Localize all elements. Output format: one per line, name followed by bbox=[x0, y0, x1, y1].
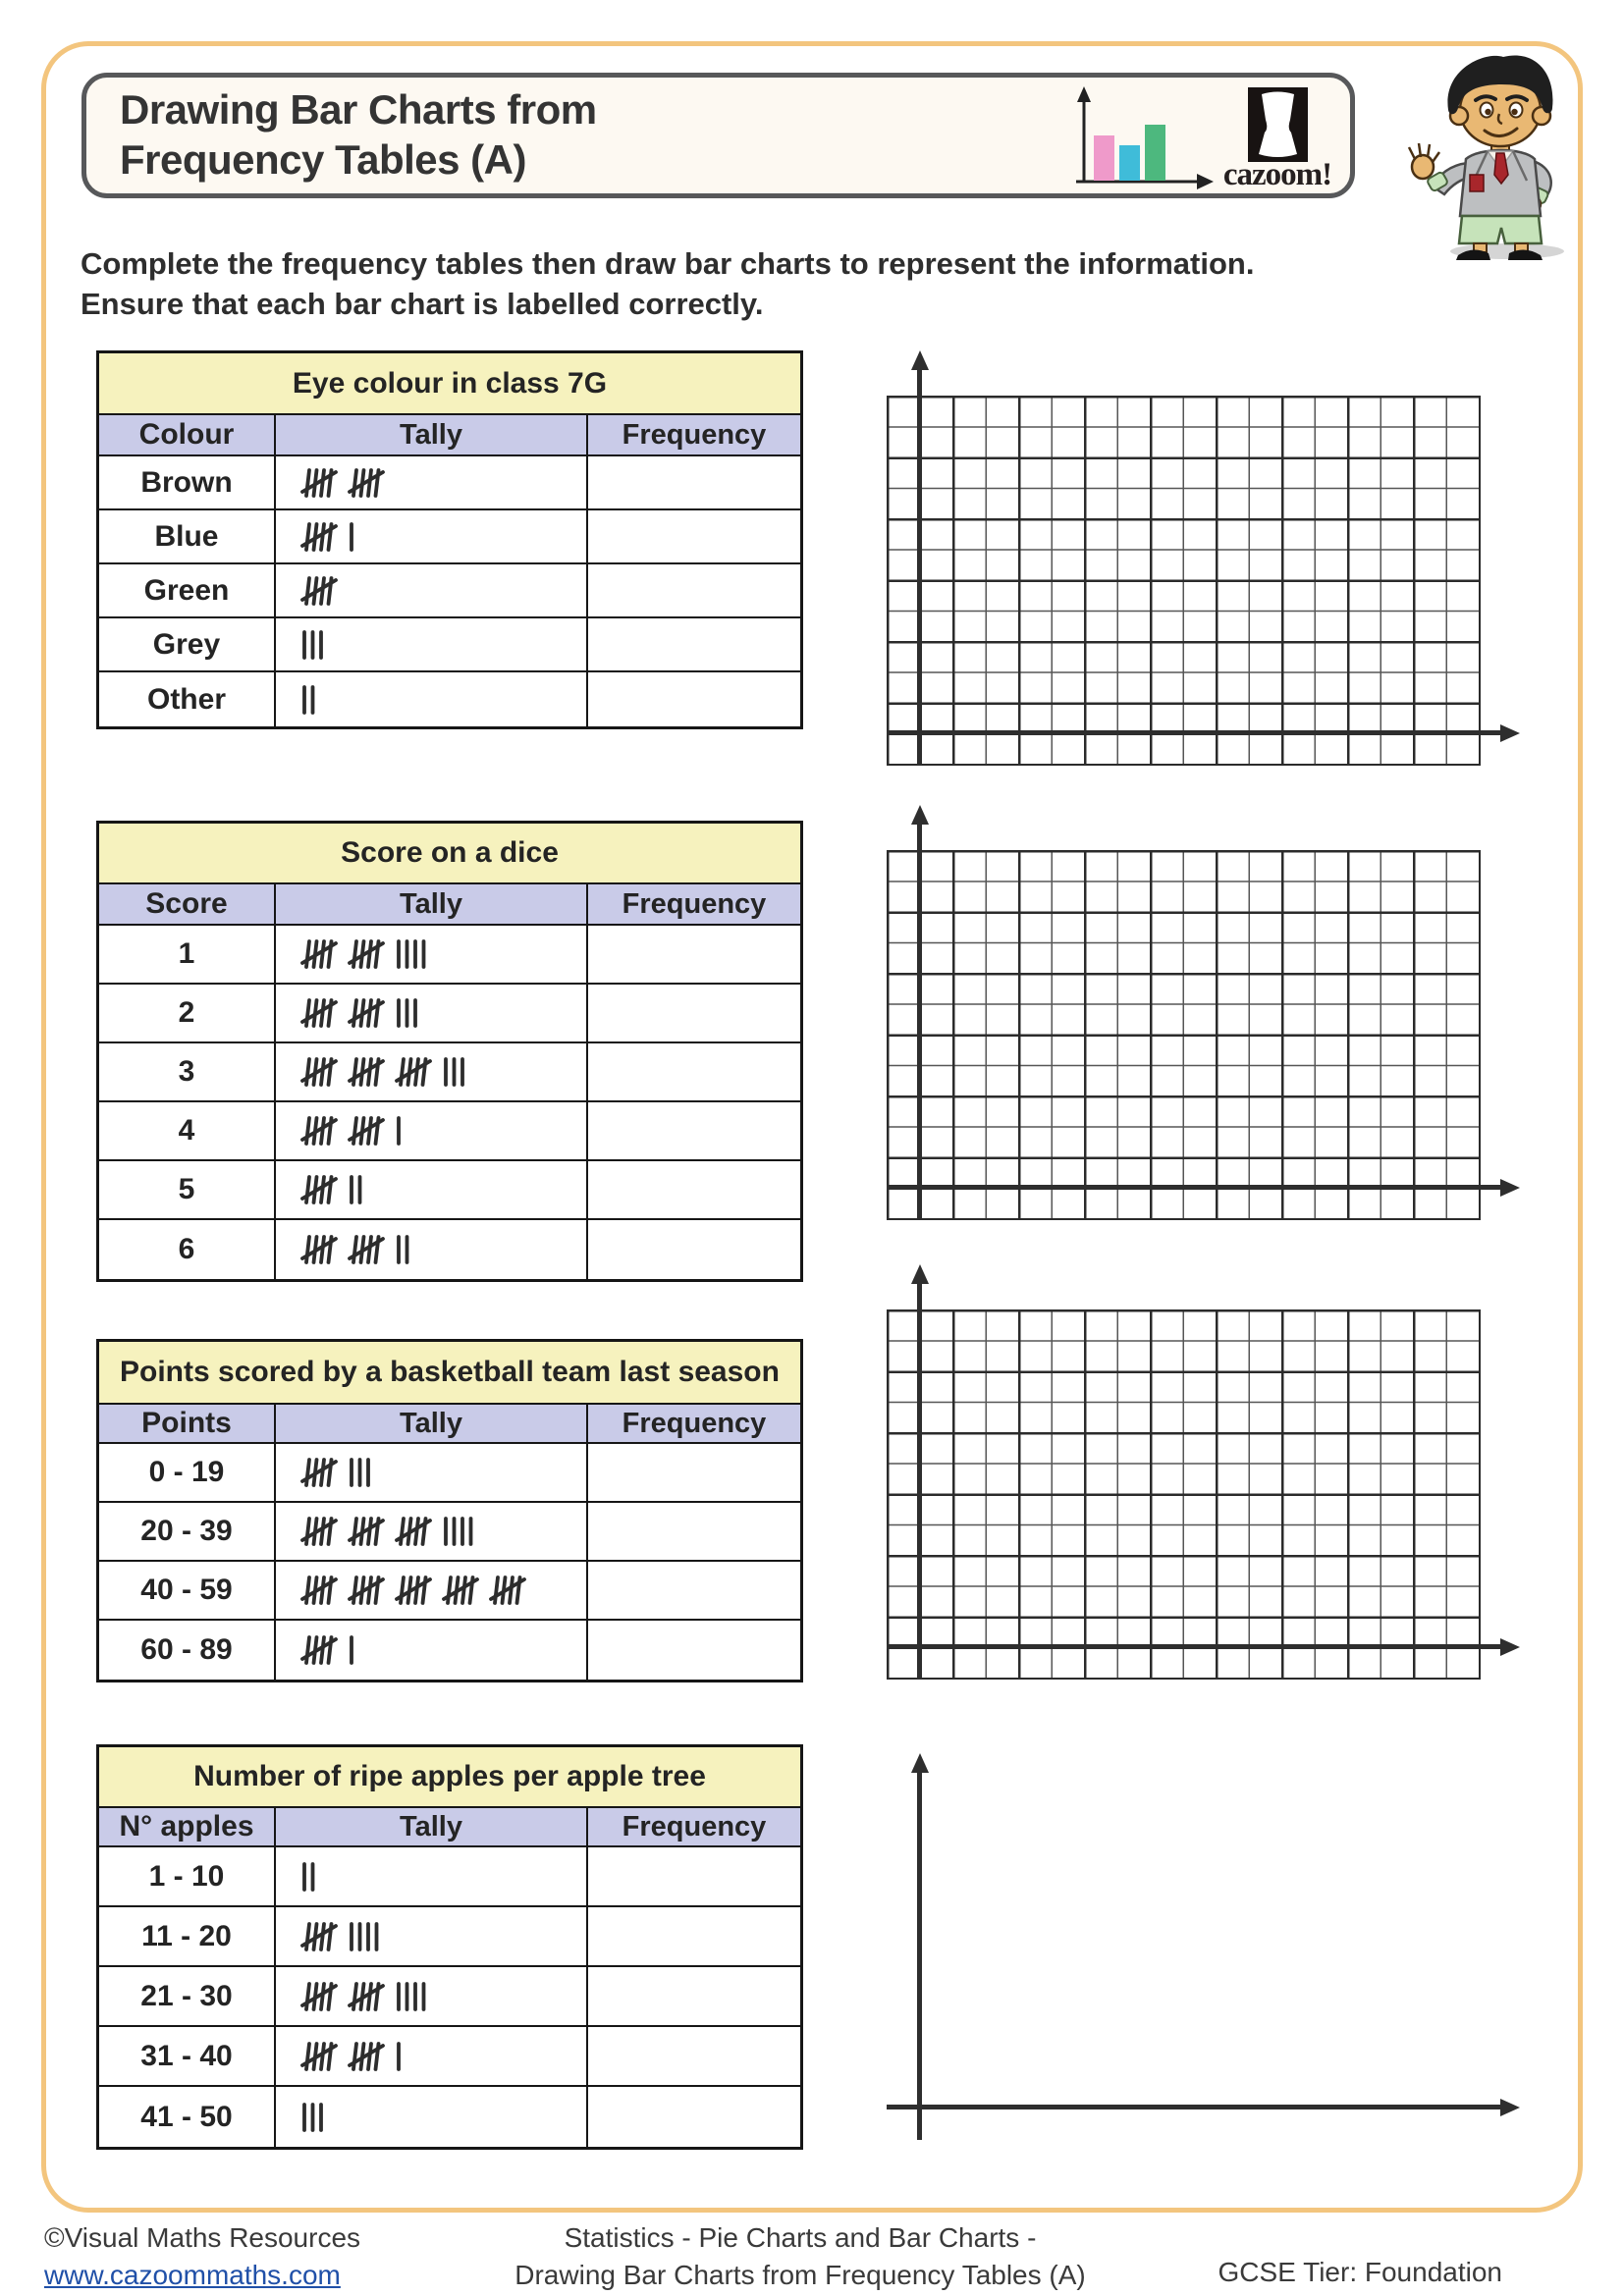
x-axis-1 bbox=[887, 730, 1502, 735]
frequency-table-basketball-points bbox=[96, 1339, 803, 1682]
row-label: 31 - 40 bbox=[140, 2039, 233, 2072]
row-label: Blue bbox=[154, 519, 219, 553]
footer-copyright: ©Visual Maths Resources bbox=[44, 2222, 361, 2253]
instructions-line2: Ensure that each bar chart is labelled correctly. bbox=[81, 287, 764, 321]
tally-cell bbox=[274, 1562, 586, 1619]
tally-cell bbox=[274, 1444, 586, 1501]
frequency-cell bbox=[586, 1043, 800, 1100]
frequency-cell bbox=[586, 672, 800, 726]
tally-marks bbox=[299, 937, 444, 971]
footer-topic-line2: Drawing Bar Charts from Frequency Tables (A) bbox=[514, 2260, 1086, 2290]
table-row bbox=[99, 510, 800, 564]
footer-website-link[interactable]: www.cazoommaths.com bbox=[44, 2260, 341, 2290]
frequency-cell bbox=[586, 1907, 800, 1965]
frequency-cell bbox=[586, 1562, 800, 1619]
frequency-cell bbox=[586, 2087, 800, 2147]
table-row bbox=[99, 1220, 800, 1279]
column-header-tally: Tally bbox=[274, 884, 586, 924]
tally-marks bbox=[299, 1114, 419, 1148]
table-row bbox=[99, 985, 800, 1043]
table-row bbox=[99, 456, 800, 510]
tally-marks bbox=[299, 683, 333, 717]
instructions-line1: Complete the frequency tables then draw bar charts to represent the information. bbox=[81, 246, 1255, 281]
tally-cell bbox=[274, 1621, 586, 1680]
tally-cell bbox=[274, 1967, 586, 2025]
tally-marks bbox=[299, 2101, 342, 2134]
x-axis-4 bbox=[887, 2105, 1502, 2109]
table-title: Number of ripe apples per apple tree bbox=[99, 1747, 800, 1808]
tally-marks bbox=[299, 520, 372, 554]
tally-marks bbox=[299, 1456, 389, 1489]
x-axis-2 bbox=[887, 1185, 1502, 1190]
table-row bbox=[99, 1102, 800, 1161]
row-label: 6 bbox=[178, 1233, 195, 1265]
row-label: 60 - 89 bbox=[140, 1633, 233, 1666]
y-axis-3 bbox=[917, 1283, 922, 1678]
tally-cell bbox=[274, 564, 586, 616]
column-header-tally: Tally bbox=[274, 1808, 586, 1845]
table-row bbox=[99, 618, 800, 672]
row-label: 1 - 10 bbox=[148, 1859, 225, 1893]
tally-marks bbox=[299, 1233, 427, 1266]
column-header-frequency: Frequency bbox=[586, 415, 800, 454]
bar-chart-grid-1 bbox=[887, 396, 1481, 766]
tally-cell bbox=[274, 1043, 586, 1100]
frequency-cell bbox=[586, 1847, 800, 1905]
row-label: 41 - 50 bbox=[140, 2100, 233, 2133]
footer-tier: GCSE Tier: Foundation bbox=[1218, 2257, 1502, 2287]
page-title bbox=[120, 84, 597, 185]
table-row bbox=[99, 926, 800, 985]
table-header-row bbox=[99, 415, 800, 456]
row-label: 4 bbox=[178, 1114, 195, 1147]
column-header-label: N° apples bbox=[119, 1810, 254, 1842]
row-label: 5 bbox=[178, 1173, 195, 1205]
table-row bbox=[99, 2027, 800, 2087]
frequency-cell bbox=[586, 926, 800, 983]
x-axis-3 bbox=[887, 1644, 1502, 1649]
x-axis-arrow-2 bbox=[1500, 1179, 1520, 1197]
y-axis-arrow-2 bbox=[911, 805, 929, 825]
table-row bbox=[99, 1562, 800, 1621]
tally-marks bbox=[299, 996, 436, 1030]
frequency-cell bbox=[586, 1102, 800, 1159]
tally-cell bbox=[274, 1847, 586, 1905]
table-header-row bbox=[99, 1405, 800, 1444]
frequency-cell bbox=[586, 2027, 800, 2085]
frequency-cell bbox=[586, 1220, 800, 1279]
row-label: Brown bbox=[140, 465, 233, 499]
table-title: Score on a dice bbox=[99, 824, 800, 884]
table-title: Eye colour in class 7G bbox=[99, 353, 800, 415]
column-header-tally: Tally bbox=[274, 1405, 586, 1442]
column-header-tally: Tally bbox=[274, 415, 586, 454]
y-axis-4 bbox=[917, 1772, 922, 2140]
tally-marks bbox=[299, 1980, 444, 2013]
table-row bbox=[99, 1847, 800, 1907]
table-row bbox=[99, 1907, 800, 1967]
djembe-drum-icon bbox=[1248, 87, 1308, 162]
tally-marks bbox=[299, 2040, 419, 2073]
row-label: 20 - 39 bbox=[140, 1515, 233, 1547]
column-header-label: Points bbox=[141, 1407, 232, 1439]
x-axis-arrow-4 bbox=[1500, 2099, 1520, 2116]
row-label: 0 - 19 bbox=[148, 1456, 225, 1488]
instructions bbox=[81, 243, 1553, 324]
tally-marks bbox=[299, 1515, 491, 1548]
tally-marks bbox=[299, 1860, 333, 1894]
table-header-row bbox=[99, 1808, 800, 1847]
row-label: 1 bbox=[178, 937, 195, 970]
frequency-cell bbox=[586, 985, 800, 1041]
x-axis-arrow-3 bbox=[1500, 1638, 1520, 1656]
schoolboy-mascot bbox=[1407, 49, 1594, 263]
table-header-row bbox=[99, 884, 800, 926]
page-title-line1: Drawing Bar Charts from bbox=[120, 86, 597, 133]
tally-cell bbox=[274, 1220, 586, 1279]
bar-chart-grid-3 bbox=[887, 1309, 1481, 1680]
row-label: Other bbox=[146, 682, 226, 716]
frequency-cell bbox=[586, 1503, 800, 1560]
row-label: 40 - 59 bbox=[140, 1574, 233, 1606]
table-row bbox=[99, 1503, 800, 1562]
table-row bbox=[99, 1043, 800, 1102]
tally-cell bbox=[274, 510, 586, 562]
tally-marks bbox=[299, 1633, 372, 1667]
tally-cell bbox=[274, 926, 586, 983]
tally-cell bbox=[274, 1102, 586, 1159]
table-row bbox=[99, 1444, 800, 1503]
tally-cell bbox=[274, 1907, 586, 1965]
tally-cell bbox=[274, 2027, 586, 2085]
column-header-frequency: Frequency bbox=[586, 1808, 800, 1845]
table-title: Points scored by a basketball team last season bbox=[99, 1342, 800, 1405]
frequency-cell bbox=[586, 618, 800, 670]
table-row bbox=[99, 672, 800, 726]
tally-marks bbox=[299, 1173, 380, 1206]
frequency-table-eye-colour bbox=[96, 350, 803, 729]
frequency-cell bbox=[586, 1621, 800, 1680]
y-axis-arrow-3 bbox=[911, 1264, 929, 1284]
tally-marks bbox=[299, 466, 397, 500]
row-label: Grey bbox=[152, 627, 221, 661]
y-axis-arrow-1 bbox=[911, 350, 929, 370]
y-axis-1 bbox=[917, 369, 922, 764]
table-row bbox=[99, 1621, 800, 1680]
tally-marks bbox=[299, 1574, 538, 1607]
x-axis-arrow-1 bbox=[1500, 724, 1520, 742]
column-header-label: Colour bbox=[138, 418, 235, 451]
tally-cell bbox=[274, 1161, 586, 1218]
frequency-cell bbox=[586, 510, 800, 562]
table-row bbox=[99, 564, 800, 618]
cazoom-logo-text: cazoom! bbox=[1222, 157, 1332, 192]
tally-cell bbox=[274, 672, 586, 726]
row-label: 2 bbox=[178, 996, 195, 1029]
y-axis-arrow-4 bbox=[911, 1753, 929, 1773]
tally-marks bbox=[299, 1055, 483, 1089]
frequency-cell bbox=[586, 456, 800, 508]
tally-marks bbox=[299, 628, 342, 662]
table-row bbox=[99, 2087, 800, 2147]
tally-cell bbox=[274, 2087, 586, 2147]
column-header-frequency: Frequency bbox=[586, 1405, 800, 1442]
page-title-line2: Frequency Tables (A) bbox=[120, 136, 526, 183]
table-row bbox=[99, 1161, 800, 1220]
row-label: 11 - 20 bbox=[141, 1919, 232, 1952]
y-axis-2 bbox=[917, 824, 922, 1218]
frequency-cell bbox=[586, 564, 800, 616]
bar-chart-grid-2 bbox=[887, 850, 1481, 1220]
table-row bbox=[99, 1967, 800, 2027]
row-label: 3 bbox=[178, 1055, 195, 1088]
tally-cell bbox=[274, 1503, 586, 1560]
row-label: 21 - 30 bbox=[140, 1979, 233, 2012]
footer-topic-line1: Statistics - Pie Charts and Bar Charts - bbox=[564, 2222, 1037, 2253]
frequency-cell bbox=[586, 1967, 800, 2025]
column-header-label: Score bbox=[145, 887, 228, 920]
tally-cell bbox=[274, 985, 586, 1041]
frequency-cell bbox=[586, 1444, 800, 1501]
row-label: Green bbox=[143, 573, 230, 607]
column-header-frequency: Frequency bbox=[586, 884, 800, 924]
tally-marks bbox=[299, 574, 350, 608]
frequency-cell bbox=[586, 1161, 800, 1218]
tally-cell bbox=[274, 618, 586, 670]
tally-marks bbox=[299, 1920, 397, 1953]
frequency-table-ripe-apples bbox=[96, 1744, 803, 2150]
tally-cell bbox=[274, 456, 586, 508]
frequency-table-dice-score bbox=[96, 821, 803, 1282]
